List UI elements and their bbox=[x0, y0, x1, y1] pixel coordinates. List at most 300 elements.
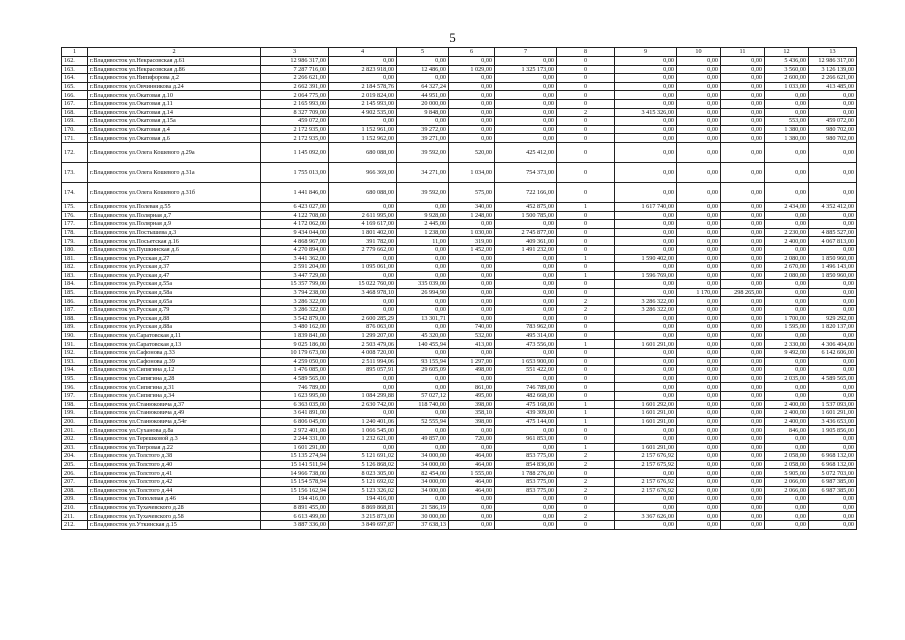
value-cell: 2 bbox=[557, 486, 615, 495]
value-cell: 0,00 bbox=[765, 182, 809, 202]
value-cell: 1 820 137,00 bbox=[809, 323, 857, 332]
value-cell: 0,00 bbox=[449, 271, 495, 280]
column-header: 7 bbox=[495, 48, 557, 57]
value-cell: 1 bbox=[557, 409, 615, 418]
value-cell: 409 361,00 bbox=[495, 237, 557, 246]
value-cell: 0,00 bbox=[809, 211, 857, 220]
value-cell: 6 968 132,00 bbox=[809, 452, 857, 461]
value-cell: 0,00 bbox=[615, 74, 677, 83]
value-cell: 0,00 bbox=[765, 220, 809, 229]
value-cell: 680 088,00 bbox=[329, 182, 397, 202]
value-cell: 0,00 bbox=[809, 520, 857, 529]
value-cell: 52 555,94 bbox=[397, 417, 449, 426]
table-row bbox=[62, 400, 857, 409]
value-cell: 118 740,00 bbox=[397, 400, 449, 409]
value-cell: 0,00 bbox=[615, 280, 677, 289]
value-cell: 0,00 bbox=[765, 357, 809, 366]
value-cell: 0 bbox=[557, 349, 615, 358]
column-header: 2 bbox=[88, 48, 261, 57]
row-number: 189. bbox=[62, 323, 88, 332]
row-number: 182. bbox=[62, 263, 88, 272]
value-cell: 740,00 bbox=[449, 323, 495, 332]
column-header: 10 bbox=[677, 48, 721, 57]
value-cell: 45 320,00 bbox=[397, 331, 449, 340]
value-cell: 853 775,00 bbox=[495, 486, 557, 495]
table-row bbox=[62, 426, 857, 435]
address-cell: г.Владивосток ул.Некрасовская д.61 bbox=[88, 57, 261, 66]
value-cell: 1 029,00 bbox=[449, 65, 495, 74]
column-header: 4 bbox=[329, 48, 397, 57]
value-cell: 21 586,19 bbox=[397, 503, 449, 512]
value-cell: 783 962,00 bbox=[495, 323, 557, 332]
value-cell: 0 bbox=[557, 331, 615, 340]
value-cell: 0,00 bbox=[809, 331, 857, 340]
address-cell: г.Владивосток ул.Окатовая д.4 bbox=[88, 125, 261, 134]
value-cell: 1 034,00 bbox=[449, 162, 495, 182]
value-cell: 0,00 bbox=[449, 82, 495, 91]
value-cell: 0,00 bbox=[615, 142, 677, 162]
row-number: 174. bbox=[62, 182, 88, 202]
table-row bbox=[62, 108, 857, 117]
value-cell: 0,00 bbox=[615, 82, 677, 91]
value-cell: 0,00 bbox=[329, 409, 397, 418]
column-header: 13 bbox=[809, 48, 857, 57]
value-cell: 0,00 bbox=[495, 271, 557, 280]
value-cell: 34 000,00 bbox=[397, 460, 449, 469]
value-cell: 0 bbox=[557, 288, 615, 297]
value-cell: 0,00 bbox=[677, 65, 721, 74]
table-row bbox=[62, 306, 857, 315]
table-row bbox=[62, 314, 857, 323]
address-cell: г.Владивосток ул.Станюковича д.54г bbox=[88, 417, 261, 426]
table-row bbox=[62, 417, 857, 426]
value-cell: 0 bbox=[557, 182, 615, 202]
value-cell: 0,00 bbox=[765, 392, 809, 401]
address-cell: г.Владивосток ул.Русская д.88а bbox=[88, 323, 261, 332]
value-cell: 8 891 455,00 bbox=[261, 503, 329, 512]
value-cell: 0 bbox=[557, 383, 615, 392]
address-cell: г.Владивосток ул.Толстого д.38 bbox=[88, 452, 261, 461]
table-row bbox=[62, 323, 857, 332]
address-cell: г.Владивосток ул.Сипягина д.34 bbox=[88, 392, 261, 401]
value-cell: 876 063,00 bbox=[329, 323, 397, 332]
value-cell: 14 966 738,00 bbox=[261, 469, 329, 478]
address-cell: г.Владивосток ул.Толстого д.44 bbox=[88, 486, 261, 495]
value-cell: 39 592,00 bbox=[397, 182, 449, 202]
value-cell: 1 232 621,00 bbox=[329, 434, 397, 443]
value-cell: 0,00 bbox=[449, 99, 495, 108]
value-cell: 1 476 085,00 bbox=[261, 366, 329, 375]
row-number: 177. bbox=[62, 220, 88, 229]
value-cell: 0,00 bbox=[721, 108, 765, 117]
table-row bbox=[62, 392, 857, 401]
value-cell: 966 369,00 bbox=[329, 162, 397, 182]
value-cell: 473 556,00 bbox=[495, 340, 557, 349]
value-cell: 0,00 bbox=[449, 349, 495, 358]
value-cell: 4 885 527,00 bbox=[809, 228, 857, 237]
value-cell: 464,00 bbox=[449, 460, 495, 469]
value-cell: 0,00 bbox=[721, 495, 765, 504]
row-number: 169. bbox=[62, 117, 88, 126]
value-cell: 0,00 bbox=[765, 280, 809, 289]
table-row bbox=[62, 495, 857, 504]
value-cell: 0,00 bbox=[677, 82, 721, 91]
address-cell: г.Владивосток ул.Посьетская д.16 bbox=[88, 237, 261, 246]
value-cell: 0,00 bbox=[397, 254, 449, 263]
value-cell: 0,00 bbox=[721, 349, 765, 358]
value-cell: 0,00 bbox=[615, 314, 677, 323]
value-cell: 0,00 bbox=[495, 99, 557, 108]
value-cell: 0,00 bbox=[495, 254, 557, 263]
value-cell: 1 850 960,00 bbox=[809, 271, 857, 280]
address-cell: г.Владивосток ул.Саратовская д.11 bbox=[88, 331, 261, 340]
value-cell: 0,00 bbox=[449, 117, 495, 126]
value-cell: 0 bbox=[557, 469, 615, 478]
row-number: 193. bbox=[62, 357, 88, 366]
value-cell: 3 126 139,00 bbox=[809, 65, 857, 74]
value-cell: 34 000,00 bbox=[397, 486, 449, 495]
value-cell: 0 bbox=[557, 57, 615, 66]
value-cell: 0,00 bbox=[677, 383, 721, 392]
value-cell: 3 286 322,00 bbox=[615, 297, 677, 306]
value-cell: 26 994,90 bbox=[397, 288, 449, 297]
value-cell: 0,00 bbox=[721, 357, 765, 366]
value-cell: 0,00 bbox=[677, 469, 721, 478]
value-cell: 0,00 bbox=[721, 142, 765, 162]
value-cell: 0,00 bbox=[765, 366, 809, 375]
value-cell: 1 325 173,00 bbox=[495, 65, 557, 74]
value-cell: 0,00 bbox=[615, 125, 677, 134]
value-cell: 2 600 285,29 bbox=[329, 314, 397, 323]
value-cell: 0,00 bbox=[809, 297, 857, 306]
value-cell: 12 986 317,00 bbox=[809, 57, 857, 66]
table-row bbox=[62, 374, 857, 383]
value-cell: 0,00 bbox=[397, 349, 449, 358]
value-cell: 0 bbox=[557, 134, 615, 143]
value-cell: 0,00 bbox=[449, 512, 495, 521]
row-number: 167. bbox=[62, 99, 88, 108]
value-cell: 0,00 bbox=[449, 495, 495, 504]
value-cell: 0 bbox=[557, 520, 615, 529]
value-cell: 0,00 bbox=[765, 331, 809, 340]
value-cell: 0,00 bbox=[495, 82, 557, 91]
value-cell: 3 641 891,00 bbox=[261, 409, 329, 418]
value-cell: 0,00 bbox=[397, 323, 449, 332]
row-number: 172. bbox=[62, 142, 88, 162]
value-cell: 2 bbox=[557, 108, 615, 117]
value-cell: 0 bbox=[557, 91, 615, 100]
value-cell: 0,00 bbox=[677, 426, 721, 435]
value-cell: 0,00 bbox=[615, 99, 677, 108]
value-cell: 0,00 bbox=[495, 288, 557, 297]
value-cell: 482 668,00 bbox=[495, 392, 557, 401]
table-row bbox=[62, 280, 857, 289]
table-row bbox=[62, 117, 857, 126]
address-cell: г.Владивосток ул.Тополевая д.46 bbox=[88, 495, 261, 504]
address-cell: г.Владивосток ул.Окатовая д.15а bbox=[88, 117, 261, 126]
value-cell: 391 782,00 bbox=[329, 237, 397, 246]
address-cell: г.Владивосток ул.Станюковича д.37 bbox=[88, 400, 261, 409]
value-cell: 0,00 bbox=[449, 520, 495, 529]
value-cell: 4 169 617,00 bbox=[329, 220, 397, 229]
value-cell: 520,00 bbox=[449, 142, 495, 162]
value-cell: 0,00 bbox=[721, 512, 765, 521]
value-cell: 0,00 bbox=[721, 125, 765, 134]
value-cell: 0,00 bbox=[615, 503, 677, 512]
value-cell: 0,00 bbox=[677, 271, 721, 280]
row-number: 200. bbox=[62, 417, 88, 426]
value-cell: 2 058,00 bbox=[765, 460, 809, 469]
table-header-row bbox=[62, 48, 857, 57]
value-cell: 0,00 bbox=[449, 306, 495, 315]
value-cell: 0 bbox=[557, 357, 615, 366]
value-cell: 0,00 bbox=[677, 434, 721, 443]
value-cell: 0,00 bbox=[765, 512, 809, 521]
row-number: 163. bbox=[62, 65, 88, 74]
value-cell: 0,00 bbox=[721, 306, 765, 315]
value-cell: 0,00 bbox=[765, 211, 809, 220]
value-cell: 1 248,00 bbox=[449, 211, 495, 220]
value-cell: 853 775,00 bbox=[495, 477, 557, 486]
value-cell: 0,00 bbox=[721, 417, 765, 426]
value-cell: 0,00 bbox=[329, 254, 397, 263]
value-cell: 2 266 621,00 bbox=[809, 74, 857, 83]
value-cell: 0,00 bbox=[721, 409, 765, 418]
value-cell: 0,00 bbox=[495, 91, 557, 100]
value-cell: 2 bbox=[557, 460, 615, 469]
value-cell: 6 363 035,00 bbox=[261, 400, 329, 409]
value-cell: 10 179 673,00 bbox=[261, 349, 329, 358]
value-cell: 1 700,00 bbox=[765, 314, 809, 323]
value-cell: 0,00 bbox=[809, 245, 857, 254]
value-cell: 0 bbox=[557, 374, 615, 383]
value-cell: 0,00 bbox=[765, 306, 809, 315]
row-number: 203. bbox=[62, 443, 88, 452]
row-number: 204. bbox=[62, 452, 88, 461]
value-cell: 0,00 bbox=[721, 392, 765, 401]
value-cell: 1 596 769,00 bbox=[615, 271, 677, 280]
value-cell: 1 bbox=[557, 417, 615, 426]
address-cell: г.Владивосток ул.Олега Кошевого д.29а bbox=[88, 142, 261, 162]
value-cell: 8 869 868,81 bbox=[329, 503, 397, 512]
value-cell: 0,00 bbox=[721, 99, 765, 108]
value-cell: 0,00 bbox=[329, 202, 397, 211]
value-cell: 0 bbox=[557, 228, 615, 237]
table-row bbox=[62, 271, 857, 280]
value-cell: 0,00 bbox=[721, 443, 765, 452]
value-cell: 0,00 bbox=[495, 426, 557, 435]
value-cell: 0,00 bbox=[397, 202, 449, 211]
value-cell: 425 412,00 bbox=[495, 142, 557, 162]
value-cell: 0,00 bbox=[721, 460, 765, 469]
value-cell: 0,00 bbox=[765, 383, 809, 392]
value-cell: 0,00 bbox=[765, 495, 809, 504]
table-row bbox=[62, 503, 857, 512]
value-cell: 0 bbox=[557, 142, 615, 162]
value-cell: 2 972 401,00 bbox=[261, 426, 329, 435]
data-table bbox=[61, 47, 857, 530]
table-row bbox=[62, 520, 857, 529]
value-cell: 0,00 bbox=[809, 182, 857, 202]
value-cell: 82 454,00 bbox=[397, 469, 449, 478]
row-number: 185. bbox=[62, 288, 88, 297]
value-cell: 0,00 bbox=[449, 280, 495, 289]
value-cell: 0,00 bbox=[495, 512, 557, 521]
value-cell: 6 968 132,00 bbox=[809, 460, 857, 469]
value-cell: 0,00 bbox=[397, 383, 449, 392]
value-cell: 0,00 bbox=[677, 245, 721, 254]
value-cell: 0,00 bbox=[615, 162, 677, 182]
value-cell: 2 511 994,06 bbox=[329, 357, 397, 366]
value-cell: 4 122 708,00 bbox=[261, 211, 329, 220]
value-cell: 1 601 292,00 bbox=[615, 400, 677, 409]
value-cell: 2 145 993,00 bbox=[329, 99, 397, 108]
address-cell: г.Владивосток ул.Окатовая д.10 bbox=[88, 91, 261, 100]
value-cell: 1 380,00 bbox=[765, 134, 809, 143]
value-cell: 0,00 bbox=[721, 383, 765, 392]
value-cell: 0,00 bbox=[615, 331, 677, 340]
row-number: 194. bbox=[62, 366, 88, 375]
value-cell: 1 595,00 bbox=[765, 323, 809, 332]
value-cell: 0,00 bbox=[721, 162, 765, 182]
value-cell: 398,00 bbox=[449, 417, 495, 426]
value-cell: 1 496 143,00 bbox=[809, 263, 857, 272]
value-cell: 4 172 062,00 bbox=[261, 220, 329, 229]
value-cell: 4 067 813,00 bbox=[809, 237, 857, 246]
value-cell: 1 033,00 bbox=[765, 82, 809, 91]
value-cell: 0,00 bbox=[329, 271, 397, 280]
address-cell: г.Владивосток ул.Толстого д.42 bbox=[88, 477, 261, 486]
row-number: 162. bbox=[62, 57, 88, 66]
value-cell: 0,00 bbox=[677, 460, 721, 469]
value-cell: 9 025 186,00 bbox=[261, 340, 329, 349]
value-cell: 319,00 bbox=[449, 237, 495, 246]
value-cell: 2 bbox=[557, 297, 615, 306]
value-cell: 0,00 bbox=[721, 134, 765, 143]
value-cell: 495 314,00 bbox=[495, 331, 557, 340]
value-cell: 4 259 050,00 bbox=[261, 357, 329, 366]
value-cell: 9 434 044,00 bbox=[261, 228, 329, 237]
value-cell: 854 836,00 bbox=[495, 460, 557, 469]
row-number: 202. bbox=[62, 434, 88, 443]
value-cell: 464,00 bbox=[449, 452, 495, 461]
value-cell: 0,00 bbox=[809, 366, 857, 375]
value-cell: 0,00 bbox=[677, 349, 721, 358]
value-cell: 2 400,00 bbox=[765, 237, 809, 246]
value-cell: 722 166,00 bbox=[495, 182, 557, 202]
row-number: 212. bbox=[62, 520, 88, 529]
value-cell: 93 155,94 bbox=[397, 357, 449, 366]
address-cell: г.Владивосток ул.Пушкинская д.6 bbox=[88, 245, 261, 254]
value-cell: 0,00 bbox=[615, 91, 677, 100]
value-cell: 0,00 bbox=[397, 374, 449, 383]
value-cell: 2 591 204,00 bbox=[261, 263, 329, 272]
value-cell: 6 806 045,00 bbox=[261, 417, 329, 426]
value-cell: 0,00 bbox=[449, 74, 495, 83]
value-cell: 0,00 bbox=[495, 349, 557, 358]
address-cell: г.Владивосток ул.Русская д.47 bbox=[88, 271, 261, 280]
value-cell: 0,00 bbox=[809, 306, 857, 315]
value-cell: 3 849 697,87 bbox=[329, 520, 397, 529]
value-cell: 4 270 894,00 bbox=[261, 245, 329, 254]
value-cell: 0,00 bbox=[765, 443, 809, 452]
table-row bbox=[62, 182, 857, 202]
value-cell: 0,00 bbox=[677, 134, 721, 143]
value-cell: 0,00 bbox=[677, 99, 721, 108]
value-cell: 0,00 bbox=[809, 99, 857, 108]
value-cell: 0 bbox=[557, 237, 615, 246]
value-cell: 1 905 856,00 bbox=[809, 426, 857, 435]
value-cell: 39 272,00 bbox=[397, 125, 449, 134]
value-cell: 6 987 385,00 bbox=[809, 486, 857, 495]
address-cell: г.Владивосток ул.Олега Кошевого д.31а bbox=[88, 162, 261, 182]
value-cell: 3 468 978,10 bbox=[329, 288, 397, 297]
value-cell: 5 436,00 bbox=[765, 57, 809, 66]
value-cell: 2 058,00 bbox=[765, 452, 809, 461]
value-cell: 0,00 bbox=[765, 245, 809, 254]
table-row bbox=[62, 340, 857, 349]
value-cell: 34 000,00 bbox=[397, 452, 449, 461]
value-cell: 0,00 bbox=[809, 495, 857, 504]
value-cell: 49 857,00 bbox=[397, 434, 449, 443]
value-cell: 4 902 535,00 bbox=[329, 108, 397, 117]
value-cell: 575,00 bbox=[449, 182, 495, 202]
address-cell: г.Владивосток ул.Окатовая д.6 bbox=[88, 134, 261, 143]
value-cell: 929 292,00 bbox=[809, 314, 857, 323]
value-cell: 0,00 bbox=[721, 74, 765, 83]
value-cell: 0,00 bbox=[615, 182, 677, 202]
value-cell: 0,00 bbox=[677, 220, 721, 229]
value-cell: 1 601 291,00 bbox=[615, 409, 677, 418]
table-row bbox=[62, 254, 857, 263]
row-number: 198. bbox=[62, 400, 88, 409]
value-cell: 39 271,00 bbox=[397, 134, 449, 143]
value-cell: 15 357 799,00 bbox=[261, 280, 329, 289]
value-cell: 0,00 bbox=[615, 211, 677, 220]
value-cell: 498,00 bbox=[449, 366, 495, 375]
value-cell: 3 542 879,00 bbox=[261, 314, 329, 323]
row-number: 208. bbox=[62, 486, 88, 495]
table-row bbox=[62, 134, 857, 143]
value-cell: 2 172 935,00 bbox=[261, 134, 329, 143]
address-cell: г.Владивосток ул.Русская д.37 bbox=[88, 263, 261, 272]
value-cell: 2 400,00 bbox=[765, 417, 809, 426]
value-cell: 0,00 bbox=[495, 74, 557, 83]
value-cell: 853 775,00 bbox=[495, 452, 557, 461]
value-cell: 3 887 336,00 bbox=[261, 520, 329, 529]
value-cell: 0,00 bbox=[677, 323, 721, 332]
value-cell: 2 bbox=[557, 452, 615, 461]
value-cell: 0,00 bbox=[721, 503, 765, 512]
value-cell: 0,00 bbox=[677, 142, 721, 162]
value-cell: 0,00 bbox=[449, 263, 495, 272]
value-cell: 6 987 385,00 bbox=[809, 477, 857, 486]
value-cell: 29 605,09 bbox=[397, 366, 449, 375]
table-row bbox=[62, 65, 857, 74]
value-cell: 0,00 bbox=[809, 443, 857, 452]
value-cell: 1 084 299,88 bbox=[329, 392, 397, 401]
value-cell: 9 492,00 bbox=[765, 349, 809, 358]
value-cell: 0,00 bbox=[615, 392, 677, 401]
value-cell: 0,00 bbox=[677, 280, 721, 289]
value-cell: 15 022 760,00 bbox=[329, 280, 397, 289]
row-number: 175. bbox=[62, 202, 88, 211]
value-cell: 0,00 bbox=[677, 211, 721, 220]
value-cell: 459 072,00 bbox=[809, 117, 857, 126]
address-cell: г.Владивосток ул.Постышева д.3 bbox=[88, 228, 261, 237]
value-cell: 0,00 bbox=[397, 495, 449, 504]
value-cell: 1 299 207,00 bbox=[329, 331, 397, 340]
